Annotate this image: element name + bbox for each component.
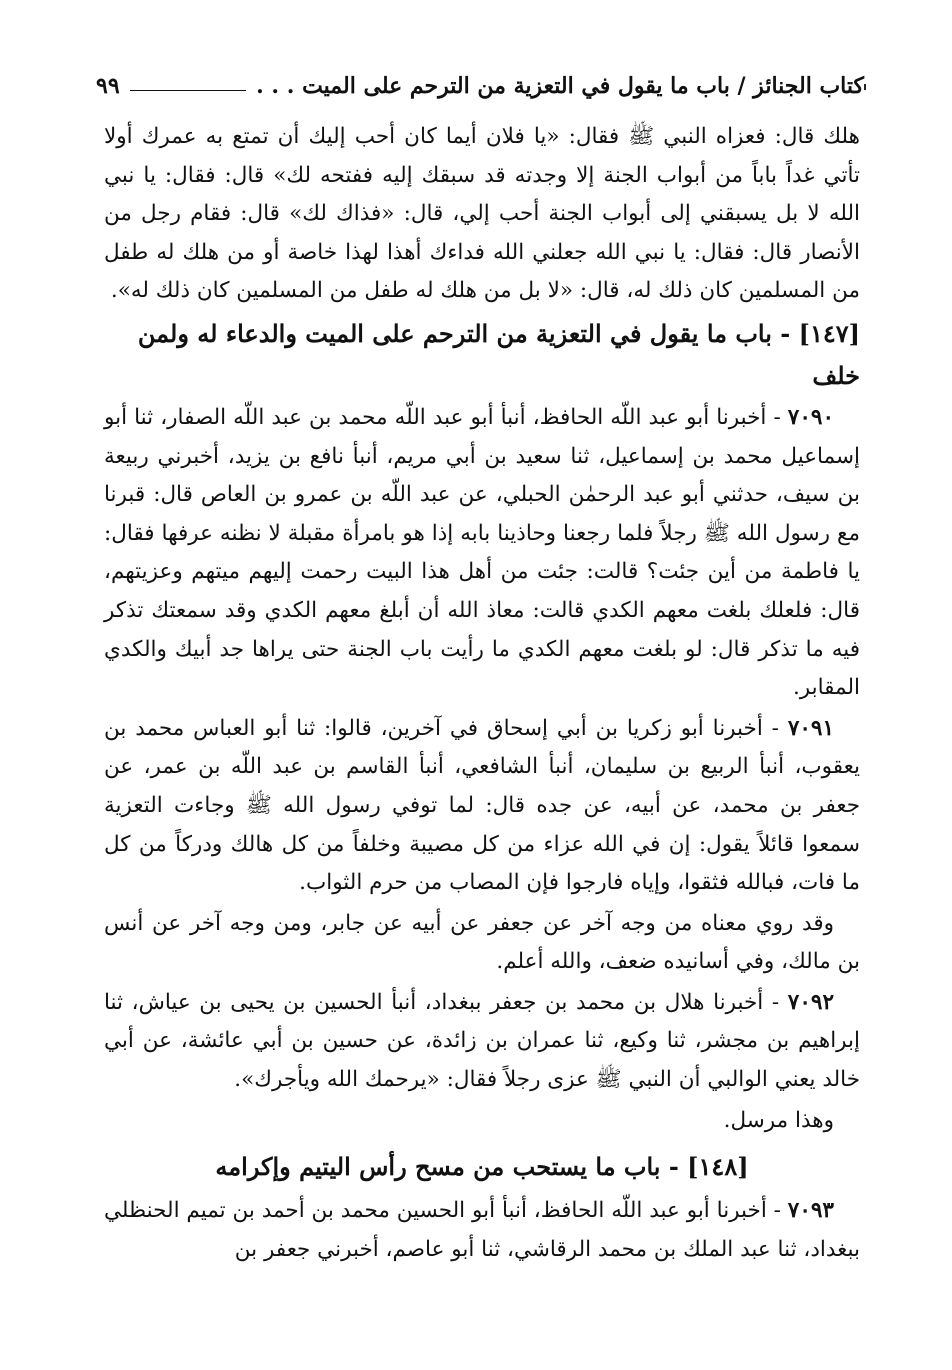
chapter-number: [١٤٨] bbox=[687, 1152, 749, 1182]
header-rule bbox=[130, 90, 246, 91]
margin-mark bbox=[864, 84, 866, 90]
note-text: وقد روي معناه من وجه آخر عن جعفر عن أبيه عن جابر، ومن وجه آخر عن أنس بن مالك، وفي أسانيده ضعف، والله أعلم. bbox=[104, 910, 860, 975]
running-header bbox=[96, 66, 864, 106]
hadith-number: ٧٠٩٢ bbox=[787, 989, 834, 1015]
page-body bbox=[104, 118, 860, 1269]
paragraph-text: هلك قال: فعزاه النبي ﷺ فقال: «يا فلان أيما كان أحب إليك أن تمتع به عمرك أولا تأتي غداً باباً من أبواب الجنة إلا وجدته قد سبقك إليه ففتحه لك» قال: فقال: يا نبي الله لا بل يسبقني إلى أبواب الجنة أحب إلي، قال: «فذاك لك» قال: فقام رجل من الأنصار قال: فقال: يا نبي الله جعلني الله فداءك أهذا لهذا خاصة أو من هلك له طفل من المسلمين كان ذلك له، قال: «لا بل من هلك له طفل من المسلمين كان ذلك له». bbox=[104, 124, 860, 304]
mursal-note bbox=[104, 1102, 860, 1141]
hadith-7090 bbox=[104, 399, 860, 708]
chapter-heading-148 bbox=[104, 1146, 860, 1188]
hadith-number: ٧٠٩٣ bbox=[787, 1198, 834, 1224]
note-text: وهذا مرسل. bbox=[723, 1107, 834, 1133]
hadith-text: - أخبرنا أبو عبد اللّه الحافظ، أنبأ أبو عبد اللّه محمد بن عبد اللّه الصفار، ثنا أبو إسماعيل محمد بن إسماعيل، ثنا سعيد بن أبي مريم، أنبأ نافع بن يزيد، أخبرني ربيعة بن سيف، حدثني أبو عبد الرحمٰن الحبلي، عن عبد اللّه بن عمرو بن العاص قال: قبرنا مع رسول الله ﷺ رجلاً فلما رجعنا وحاذينا بابه إذا هو بامرأة مقبلة لا نظنه عرفها فقال: يا فاطمة من أين جئت؟ قالت: جئت من أهل هذا البيت رحمت إليهم ميتهم وعزيتهم، قال: فلعلك بلغت معهم الكدي قالت: معاذ الله أن أبلغ معهم الكدي وقد سمعتك تذكر فيه ما تذكر قال: لو بلغت معهم الكدي ما رأيت باب الجنة حتى يراها جد أبيك والكدي المقابر. bbox=[104, 404, 860, 701]
paragraph-continuation bbox=[104, 118, 860, 311]
chapter-number: [١٤٧] bbox=[798, 318, 860, 348]
running-header-title: كتاب الجنائز / باب ما يقول في التعزية من الترحم على الميت . . . bbox=[256, 73, 864, 99]
hadith-7091 bbox=[104, 710, 860, 903]
page-number: ٩٩ bbox=[96, 73, 120, 99]
hadith-number: ٧٠٩١ bbox=[787, 715, 835, 741]
hadith-7093 bbox=[104, 1192, 860, 1269]
note-paragraph bbox=[104, 905, 860, 982]
hadith-text: - أخبرنا أبو عبد اللّه الحافظ، أنبأ أبو الحسين محمد بن أحمد بن تميم الحنظلي ببغداد، ثنا عبد الملك بن محمد الرقاشي، ثنا أبو عاصم، أخبرني جعفر بن bbox=[104, 1198, 860, 1262]
chapter-title: - باب ما يستحب من مسح رأس اليتيم وإكرامه bbox=[215, 1152, 679, 1182]
hadith-text: - أخبرنا هلال بن محمد بن جعفر ببغداد، أنبأ الحسين بن يحيى بن عياش، ثنا إبراهيم بن مجشر، ثنا وكيع، ثنا عمران بن زائدة، عن حسين بن أبي عائشة، عن أبي خالد يعني الوالبي أن النبي ﷺ عزى رجلاً فقال: «يرحمك الله ويأجرك». bbox=[104, 989, 860, 1093]
chapter-title: - باب ما يقول في التعزية من الترحم على الميت والدعاء له ولمن خلف bbox=[137, 318, 860, 390]
hadith-number: ٧٠٩٠ bbox=[787, 404, 834, 430]
hadith-7092 bbox=[104, 984, 860, 1100]
hadith-text: - أخبرنا أبو زكريا بن أبي إسحاق في آخرين، قالوا: ثنا أبو العباس محمد بن يعقوب، أنبأ الربيع بن سليمان، أنبأ الشافعي، أنبأ القاسم بن عبد اللّه بن عمر، عن جعفر بن محمد، عن أبيه، عن جده قال: لما توفي رسول الله ﷺ وجاءت التعزية سمعوا قائلاً يقول: إن في الله عزاء من كل مصيبة وخلفاً من كل هالك ودركاً من كل ما فات، فبالله فثقوا، وإياه فارجوا فإن المصاب من حرم الثواب. bbox=[104, 715, 860, 896]
chapter-heading-147 bbox=[104, 313, 860, 397]
